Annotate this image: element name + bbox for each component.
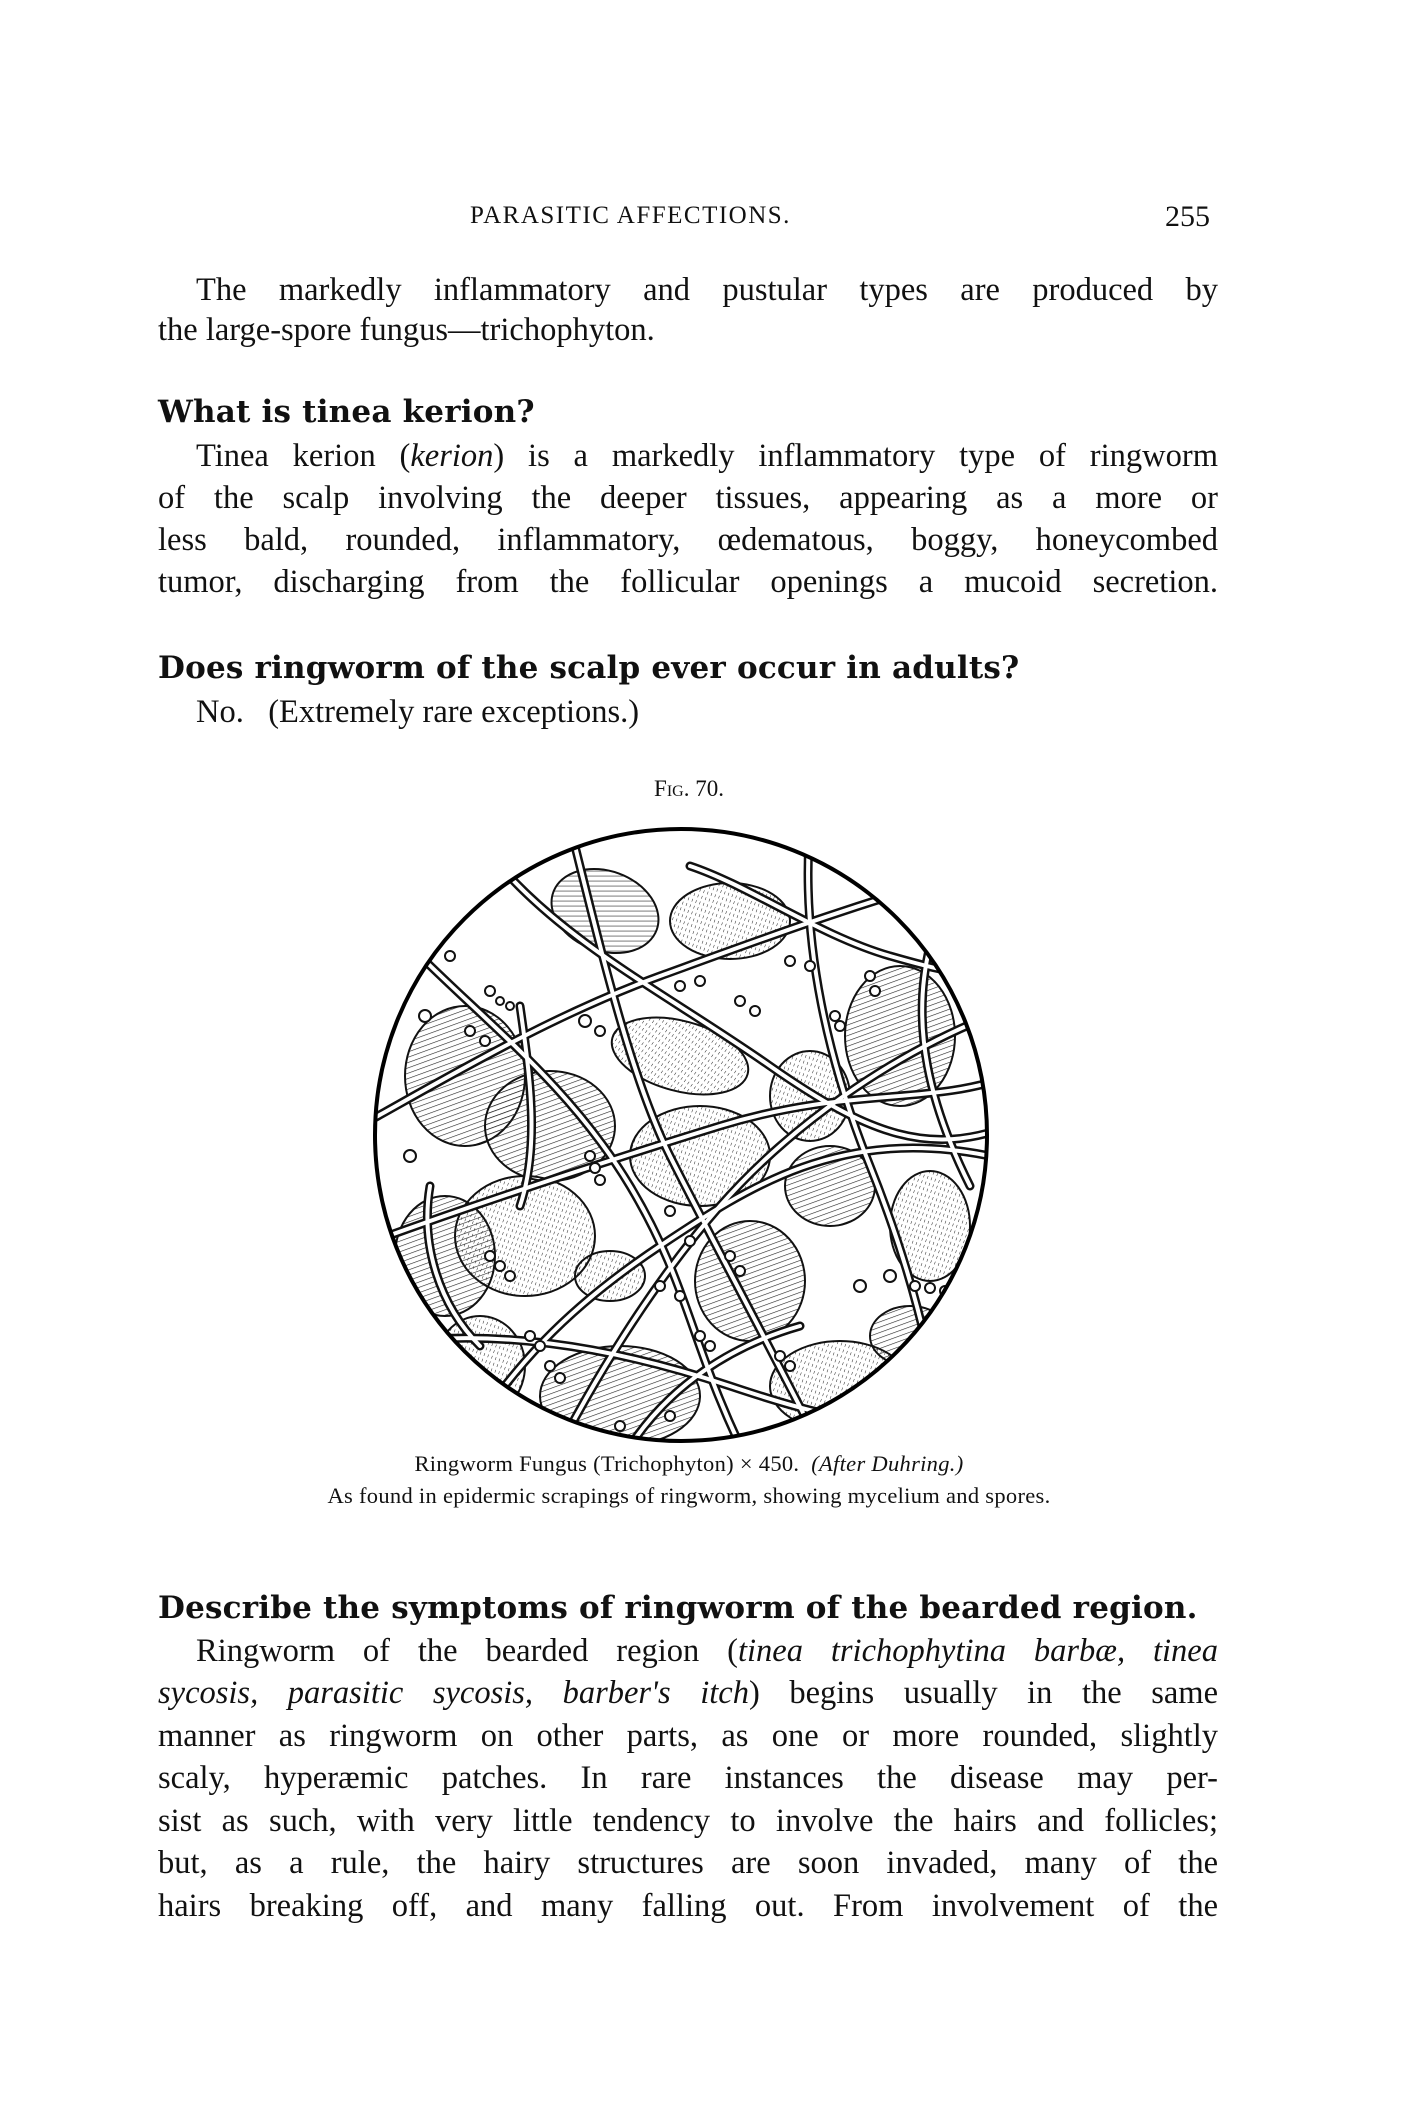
answer-line: manner as ringworm on other parts, as one or more rounded, slightly — [158, 1718, 1218, 1754]
answer-line: tumor, discharging from the follicular openings a mucoid secretion. — [158, 564, 1218, 600]
paragraph-line: the large-spore fungus—trichophyton. — [158, 312, 655, 348]
answer-line: sycosis, parasitic sycosis, barber's itch) begins usually in the same — [158, 1675, 1218, 1711]
running-title: PARASITIC AFFECTIONS. — [470, 202, 791, 229]
answer-line: but, as a rule, the hairy structures are soon invaded, many of the — [158, 1845, 1218, 1881]
micrograph-figure — [370, 826, 992, 1446]
answer-line: No. (Extremely rare exceptions.) — [196, 694, 640, 730]
figure-label: Fig. 70. — [654, 776, 724, 801]
answer-line: hairs breaking off, and many falling out. From involvement of the — [158, 1888, 1218, 1924]
question-heading: Does ringworm of the scalp ever occur in adults? — [158, 650, 1020, 686]
microscope-field-illustration — [370, 826, 992, 1446]
question-heading: Describe the symptoms of ringworm of the bearded region. — [158, 1590, 1198, 1626]
answer-line: of the scalp involving the deeper tissues, appearing as a more or — [158, 480, 1218, 516]
page-number: 255 — [1165, 200, 1210, 233]
answer-line: less bald, rounded, inflammatory, œdematous, boggy, honeycombed — [158, 522, 1218, 558]
answer-line: sist as such, with very little tendency to involve the hairs and follicles; — [158, 1803, 1218, 1839]
answer-line: Ringworm of the bearded region (tinea trichophytina barbæ, tinea — [196, 1633, 1218, 1669]
answer-line: scaly, hyperæmic patches. In rare instances the disease may per- — [158, 1760, 1218, 1796]
figure-caption-line1: Ringworm Fungus (Trichophyton) × 450. (After Duhring.) — [414, 1451, 964, 1476]
answer-line: Tinea kerion (kerion) is a markedly inflammatory type of ringworm — [196, 438, 1218, 474]
figure-caption-line2: As found in epidermic scrapings of ringworm, showing mycelium and spores. — [327, 1483, 1051, 1508]
paragraph-line: The markedly inflammatory and pustular types are produced by — [196, 272, 1218, 308]
question-heading: What is tinea kerion? — [158, 394, 535, 430]
running-head — [158, 200, 1218, 236]
